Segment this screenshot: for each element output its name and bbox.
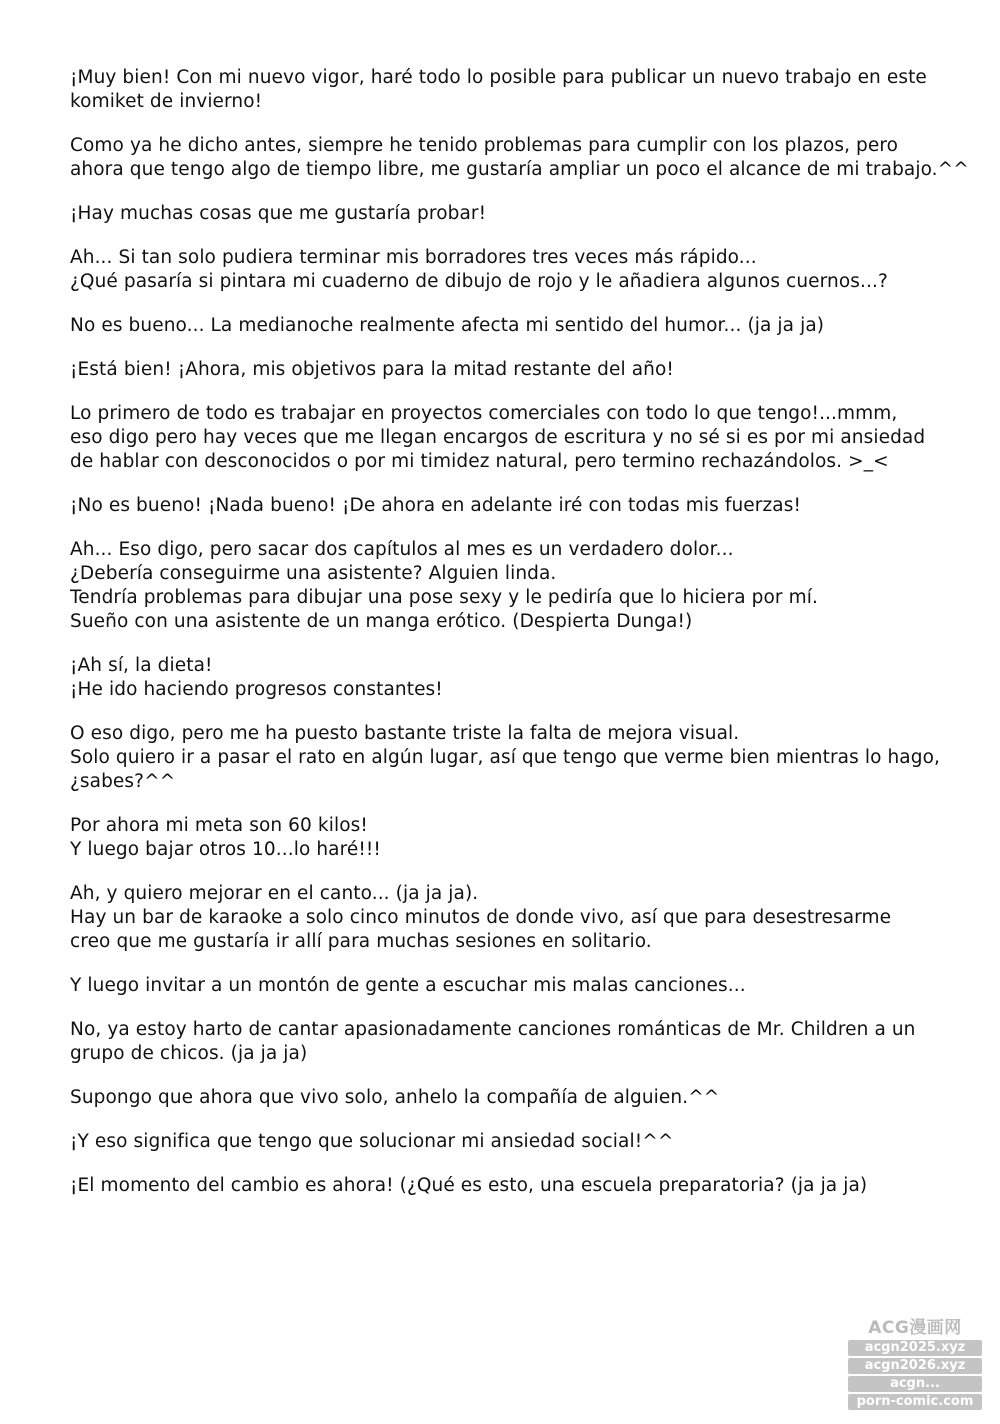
paragraph	[70, 314, 970, 338]
text-line: de hablar con desconocidos o por mi timidez natural, pero termino rechazándolos. >_<	[70, 451, 889, 472]
paragraph	[70, 202, 970, 226]
text-line: Y luego invitar a un montón de gente a escuchar mis malas canciones...	[70, 975, 746, 996]
text-line: ¡Y eso significa que tengo que solucionar mi ansiedad social!^^	[70, 1131, 674, 1152]
paragraph	[70, 538, 970, 634]
text-line: Por ahora mi meta son 60 kilos!	[70, 815, 368, 836]
text-line: Ah... Eso digo, pero sacar dos capítulos al mes es un verdadero dolor...	[70, 539, 734, 560]
text-line: Lo primero de todo es trabajar en proyectos comerciales con todo lo que tengo!...mmm,	[70, 403, 898, 424]
text-line: ahora que tengo algo de tiempo libre, me gustaría ampliar un poco el alcance de mi trabajo.^^	[70, 159, 969, 180]
text-line: ¡El momento del cambio es ahora! (¿Qué es esto, una escuela preparatoria? (ja ja ja)	[70, 1175, 868, 1196]
text-line: Solo quiero ir a pasar el rato en algún lugar, así que tengo que verme bien mientras lo hago,	[70, 747, 940, 768]
text-line: ¡Hay muchas cosas que me gustaría probar!	[70, 203, 487, 224]
text-line: Supongo que ahora que vivo solo, anhelo la compañía de alguien.^^	[70, 1087, 720, 1108]
text-line: Y luego bajar otros 10...lo haré!!!	[70, 839, 381, 860]
afterword-text	[70, 66, 970, 1218]
text-line: Como ya he dicho antes, siempre he tenido problemas para cumplir con los plazos, pero	[70, 135, 899, 156]
text-line: grupo de chicos. (ja ja ja)	[70, 1043, 308, 1064]
paragraph	[70, 1174, 970, 1198]
watermark-url: acgn...	[848, 1376, 982, 1392]
paragraph	[70, 722, 970, 794]
watermark-url: acgn2026.xyz	[848, 1358, 982, 1374]
text-line: ¡He ido haciendo progresos constantes!	[70, 679, 443, 700]
paragraph	[70, 654, 970, 702]
paragraph	[70, 246, 970, 294]
watermark-url: acgn2025.xyz	[848, 1340, 982, 1356]
watermark-url: porn-comic.com	[848, 1394, 982, 1410]
text-line: Tendría problemas para dibujar una pose sexy y le pediría que lo hiciera por mí.	[70, 587, 818, 608]
paragraph	[70, 402, 970, 474]
paragraph	[70, 882, 970, 954]
text-line: ¿Qué pasaría si pintara mi cuaderno de dibujo de rojo y le añadiera algunos cuernos...?	[70, 271, 888, 292]
text-line: ¿sabes?^^	[70, 771, 176, 792]
paragraph	[70, 358, 970, 382]
text-line: O eso digo, pero me ha puesto bastante triste la falta de mejora visual.	[70, 723, 740, 744]
text-line: Hay un bar de karaoke a solo cinco minutos de donde vivo, así que para desestresarme	[70, 907, 892, 928]
paragraph	[70, 1086, 970, 1110]
paragraph	[70, 1130, 970, 1154]
paragraph	[70, 1018, 970, 1066]
text-line: No, ya estoy harto de cantar apasionadamente canciones románticas de Mr. Children a un	[70, 1019, 916, 1040]
text-line: ¡Muy bien! Con mi nuevo vigor, haré todo lo posible para publicar un nuevo trabajo en este	[70, 67, 927, 88]
text-line: Ah... Si tan solo pudiera terminar mis borradores tres veces más rápido...	[70, 247, 757, 268]
paragraph	[70, 974, 970, 998]
text-line: creo que me gustaría ir allí para muchas sesiones en solitario.	[70, 931, 652, 952]
paragraph	[70, 814, 970, 862]
text-line: No es bueno... La medianoche realmente afecta mi sentido del humor... (ja ja ja)	[70, 315, 825, 336]
paragraph	[70, 66, 970, 114]
text-line: komiket de invierno!	[70, 91, 263, 112]
text-line: ¿Debería conseguirme una asistente? Alguien linda.	[70, 563, 557, 584]
text-line: Sueño con una asistente de un manga erótico. (Despierta Dunga!)	[70, 611, 693, 632]
text-line: ¡Ah sí, la dieta!	[70, 655, 213, 676]
text-line: Ah, y quiero mejorar en el canto... (ja ja ja).	[70, 883, 479, 904]
watermark	[848, 1318, 982, 1410]
watermark-logo: ACG漫画网	[868, 1318, 962, 1338]
paragraph	[70, 134, 970, 182]
text-line: ¡Está bien! ¡Ahora, mis objetivos para la mitad restante del año!	[70, 359, 674, 380]
paragraph	[70, 494, 970, 518]
text-line: eso digo pero hay veces que me llegan encargos de escritura y no sé si es por mi ansiedad	[70, 427, 926, 448]
text-line: ¡No es bueno! ¡Nada bueno! ¡De ahora en adelante iré con todas mis fuerzas!	[70, 495, 801, 516]
